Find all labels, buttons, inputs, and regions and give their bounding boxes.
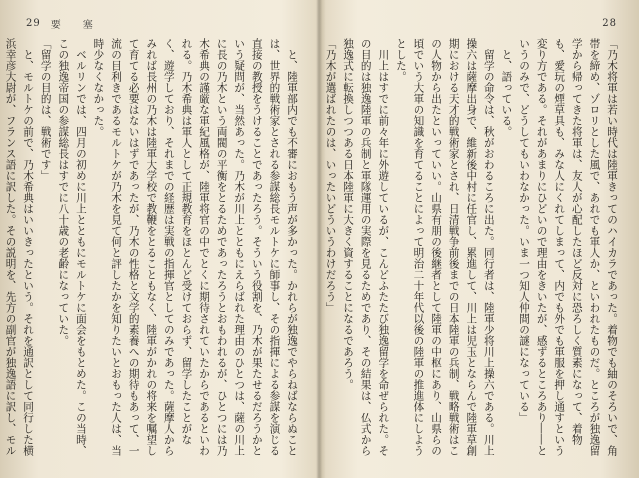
right-page-header — [602, 16, 617, 30]
right-page — [320, 0, 639, 478]
paragraph: 留学の命令は、秋がおわるころに出た。同行者は、陸軍少将川上操六である。川上操六は薩摩出身で、維新後中村に任官し、累進して、川上は児玉とならんで陸軍草創期における天才的戦術家とされ、日清戦争前後までの日本陸軍の兵制、戦略戦術はこの人物から出たといっていい。山県有朋の後継者として陸軍の中枢にあり、山県らの頃でいう大軍の知識を育てることによって明治二十年代以後の陸軍の推進体にしようとした。 — [394, 38, 495, 456]
left-page-body — [4, 38, 300, 458]
paragraph: と、陸軍部内でも不審におもう声が多かった。かれらが独逸でやらねばならぬことは、世界的戦術家とされる参謀総長モルトケに師事し、その指揮による参謀を演じる直接の教授をうけることであったろう。そういう役割を、乃木が果たせるだろうかという疑問が、当然あった。乃木が川上とともにえらばれた理由のひとつは、薩の川上に長の乃木という両閥の平衡をとるためであったろうとおもわれるが、ひとつには乃木希典の謹厳な軍紀風格が、陸軍将官の中でとくに期待されていたからであるといわれる。乃木希典は軍人として正規教育をほとんど受けておらず、留学したことがなく、遊学しており、それまでの経歴は実戦の指揮官としてのみであった。薩摩人からみれば長州の乃木は陸軍大学校で教鞭をとることもなく、陸軍がかれの将来を嘱望して育てる必要はないはずであったが、乃木の性格と文学的素養への期待もあって、一流の目利きであるモルトケが乃木を見て何と評したかを知りたいとおもった人は、当時少なくなかった。 — [92, 38, 298, 456]
paragraph: と、モルトケの前で、乃木希典はいいきったという。それを通訳として同行した横浜幸彦大尉が、フランス語に訳した。その説明を、先方の副官が独逸語に訳し、モル — [4, 38, 35, 456]
page-number: 28 — [602, 17, 617, 29]
paragraph: と、語っている。 — [500, 48, 513, 137]
paragraph: 「乃木将軍は若い時代は陸軍きってのハイカラであった。着物でも紬のそろいで、角帯を締め、ゾロリとした風で、あれでも軍人か、といわれたものだ。ところが独逸留学から帰ってきた将軍は、友人が心配したほど反対に恐ろしく質素になって、着物も、愛玩の煙草具も、みな人にくれてしまって、内でも外でも軍服を押し通すという変り方である。それがあまりにひどいので理由をきいたが、感ずるところあり――というのみで、どうしてもいわなかった。いま一つ知人仲間の謎になっている」 — [518, 38, 618, 456]
left-page — [0, 0, 319, 478]
page-number: 29 — [26, 17, 41, 29]
paragraph: 川上はすでに前々年に外遊しているが、こんどふたたび独逸留学を命ぜられた。その目的は独逸陸軍の兵制と軍隊運用の実際を見るためであり、その結果は、仏式から独逸式に転換しつつある日本陸軍に大きく資することになるであろう。 — [342, 38, 390, 456]
running-title: 要 塞 — [50, 19, 99, 31]
paragraph: 「乃木が選ばれたのは、いったいどういうわけだろう」 — [324, 38, 337, 313]
paragraph: ベルリンでは、四月の初めに川上とともにモルトケに面会をもとめた。この当時、この独逸帝国の参謀総長はすでに八十歳の老齢になっていた。 — [57, 38, 87, 456]
left-page-header — [26, 16, 99, 30]
right-page-body — [324, 38, 620, 458]
paragraph: 「留学の目的は、戦術です」 — [39, 38, 52, 181]
